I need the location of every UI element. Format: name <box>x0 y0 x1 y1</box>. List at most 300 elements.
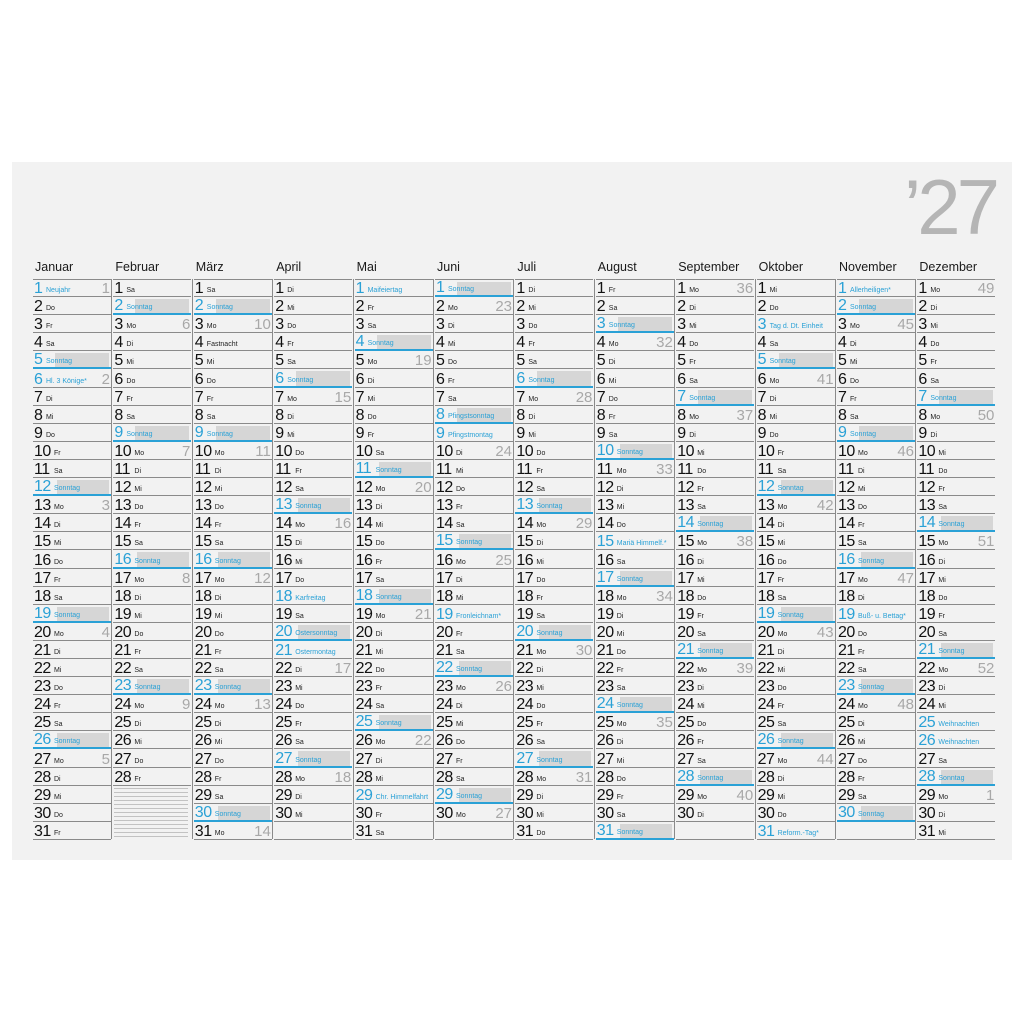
day-row <box>596 623 674 641</box>
day-number: 9 <box>355 424 364 442</box>
holiday-label: Sonntag <box>126 430 153 438</box>
day-row <box>33 659 111 677</box>
day-row <box>355 388 433 406</box>
day-row <box>274 460 352 478</box>
day-row <box>355 279 433 297</box>
day-row <box>515 369 593 387</box>
day-row <box>194 442 272 460</box>
holiday-label: Reform.-Tag* <box>777 829 819 837</box>
day-number: 12 <box>677 479 694 497</box>
day-row <box>113 550 191 568</box>
week-number: 49 <box>977 280 995 298</box>
day-number: 24 <box>34 696 51 714</box>
day-number: 5 <box>436 352 445 370</box>
day-number: 23 <box>757 678 775 696</box>
holiday-label: Sonntag <box>456 792 483 800</box>
day-number: 11 <box>34 461 50 479</box>
weekday-label: Sa <box>375 449 385 457</box>
day-row <box>355 786 433 804</box>
weekday-label: Mi <box>54 667 62 675</box>
weekday-label: Di <box>295 667 302 675</box>
weekday-label: Mo <box>295 522 305 530</box>
day-row <box>676 641 754 659</box>
weekday-label: Sa <box>214 540 224 548</box>
day-number: 8 <box>918 406 927 424</box>
day-row <box>113 369 191 387</box>
day-number: 23 <box>34 678 51 696</box>
weekday-label: Di <box>938 685 946 693</box>
day-number: 9 <box>34 424 43 442</box>
day-number: 30 <box>918 804 936 822</box>
day-number: 22 <box>436 659 453 677</box>
day-row <box>837 406 915 424</box>
holiday-label: Sonntag <box>214 684 241 692</box>
day-row <box>113 569 191 587</box>
day-row <box>676 460 754 478</box>
day-row <box>596 749 674 767</box>
weekday-label: Di <box>697 685 704 693</box>
day-row <box>274 605 352 623</box>
month-name: September <box>678 260 740 274</box>
day-number: 19 <box>596 605 614 623</box>
weekday-label: Mo <box>769 377 780 385</box>
day-number: 5 <box>677 352 686 370</box>
week-number: 17 <box>334 660 352 678</box>
day-number: 23 <box>114 677 132 695</box>
day-row <box>837 731 915 749</box>
month-column <box>917 260 995 848</box>
day-row <box>757 496 835 514</box>
day-row <box>757 641 835 659</box>
holiday-label: Neujahr <box>46 287 71 295</box>
day-number: 21 <box>757 641 775 659</box>
day-row <box>33 315 111 333</box>
weekday-label: Sa <box>689 377 698 385</box>
day-number: 27 <box>516 749 534 767</box>
weekday-label: Fr <box>214 522 222 530</box>
weekday-label: Do <box>858 630 867 638</box>
day-number: 3 <box>757 316 766 334</box>
month-name: August <box>597 260 637 274</box>
weekday-label: Mo <box>608 341 619 349</box>
day-number: 9 <box>114 423 123 441</box>
day-number: 23 <box>194 677 212 695</box>
weekday-label: Fr <box>608 413 616 421</box>
day-row <box>33 333 111 351</box>
day-number: 5 <box>194 352 204 370</box>
day-number: 12 <box>114 479 132 497</box>
weekday-label: Di <box>777 522 785 530</box>
weekday-label: Sa <box>536 739 545 747</box>
day-number: 25 <box>677 714 694 732</box>
day-row <box>194 641 272 659</box>
month-name: Mai <box>356 260 377 274</box>
weekday-label: Mi <box>456 594 464 602</box>
day-row <box>757 388 835 406</box>
holiday-label: Sonntag <box>375 720 402 728</box>
weekday-label: Mo <box>206 323 217 331</box>
holiday-label: Sonntag <box>608 322 635 330</box>
weekday-label: Fr <box>375 685 383 693</box>
day-number: 20 <box>275 622 292 640</box>
day-number: 5 <box>114 352 123 370</box>
day-number: 6 <box>757 370 766 388</box>
month-name: Januar <box>35 260 74 274</box>
day-row <box>837 333 915 351</box>
day-number: 11 <box>596 461 613 479</box>
day-row <box>515 623 593 641</box>
day-row <box>515 279 593 297</box>
day-list <box>194 279 272 840</box>
day-number: 22 <box>275 660 292 678</box>
day-number: 21 <box>677 640 694 658</box>
week-number: 4 <box>101 623 110 641</box>
day-row <box>33 605 111 623</box>
weekday-label: Do <box>616 522 626 530</box>
day-row <box>435 623 513 641</box>
day-number: 28 <box>757 768 775 786</box>
day-row <box>194 623 272 641</box>
day-row <box>676 406 754 424</box>
day-number: 25 <box>436 714 453 732</box>
day-number: 17 <box>275 569 292 587</box>
day-row <box>596 496 674 514</box>
day-row <box>676 442 754 460</box>
day-number: 12 <box>355 479 373 497</box>
day-number: 18 <box>838 587 855 605</box>
day-row <box>757 442 835 460</box>
day-row <box>515 749 593 767</box>
day-number: 25 <box>516 714 534 732</box>
day-row <box>274 406 352 424</box>
day-row <box>676 388 754 406</box>
day-number: 24 <box>114 696 132 714</box>
day-row <box>917 641 995 659</box>
day-row <box>274 297 352 315</box>
weekday-label: Mo <box>938 793 949 801</box>
weekday-label: Di <box>777 775 785 783</box>
day-row <box>355 478 433 496</box>
day-number: 23 <box>436 678 453 696</box>
holiday-label: Sonntag <box>536 503 563 511</box>
day-number: 27 <box>114 750 132 768</box>
column-divider <box>433 279 434 839</box>
day-number: 11 <box>677 461 693 479</box>
day-row <box>194 677 272 695</box>
day-number: 5 <box>275 352 284 370</box>
weekday-label: Do <box>777 558 787 566</box>
day-number: 29 <box>677 786 694 804</box>
weekday-label: Mo <box>697 793 707 801</box>
day-number: 7 <box>918 387 927 405</box>
day-number: 30 <box>596 804 614 822</box>
weekday-label: Mo <box>134 703 145 711</box>
weekday-label: Mi <box>616 630 625 638</box>
day-number: 1 <box>194 280 204 298</box>
day-number: 30 <box>34 804 51 822</box>
week-number: 33 <box>656 461 673 479</box>
weekday-label: Mo <box>134 449 145 457</box>
holiday-label: Sonntag <box>295 756 322 764</box>
day-row <box>757 460 835 478</box>
weekday-label: Di <box>616 612 624 620</box>
day-row <box>113 532 191 550</box>
day-number: 2 <box>275 298 284 316</box>
day-number: 1 <box>838 280 847 298</box>
day-row <box>837 695 915 713</box>
weekday-label: Mi <box>938 703 946 711</box>
holiday-label: Sonntag <box>54 611 81 619</box>
day-row <box>757 804 835 822</box>
day-row <box>596 804 674 822</box>
holiday-label: Ostersonntag <box>295 629 338 637</box>
weekday-label: Di <box>769 395 777 403</box>
day-number: 10 <box>355 442 373 460</box>
weekday-label: Sa <box>456 648 465 656</box>
day-row <box>837 768 915 786</box>
day-number: 3 <box>596 315 606 333</box>
weekday-label: Mo <box>287 395 297 403</box>
day-number: 4 <box>516 334 525 352</box>
weekday-label: Di <box>938 558 946 566</box>
weekday-label: Di <box>54 522 61 530</box>
weekday-label: Do <box>214 630 224 638</box>
day-row <box>676 514 754 532</box>
day-number: 12 <box>34 478 51 496</box>
day-number: 10 <box>436 442 453 460</box>
weekday-label: Mi <box>930 323 938 331</box>
weekday-label: Di <box>930 431 938 439</box>
day-number: 8 <box>114 406 123 424</box>
day-number: 26 <box>757 731 775 749</box>
month-column <box>676 260 754 848</box>
day-row <box>435 496 513 514</box>
column-divider <box>674 279 675 839</box>
weekday-label: Mo <box>448 305 458 313</box>
weekday-label: Di <box>54 648 61 656</box>
weekday-label: Di <box>126 341 134 349</box>
day-row <box>917 297 995 315</box>
year-label: ’27 <box>903 163 996 251</box>
weekday-label: Mo <box>850 323 860 331</box>
day-number: 6 <box>114 370 123 388</box>
day-row <box>917 496 995 514</box>
weekday-label: Do <box>54 558 63 566</box>
day-row <box>917 478 995 496</box>
day-row <box>33 768 111 786</box>
day-number: 21 <box>596 641 614 659</box>
weekday-label: Mo <box>54 757 64 765</box>
weekday-label: Fr <box>697 612 704 620</box>
day-row <box>917 460 995 478</box>
weekday-label: Do <box>536 829 546 837</box>
week-number: 29 <box>575 515 593 533</box>
weekday-label: Do <box>54 685 63 693</box>
weekday-label: Di <box>367 377 375 385</box>
weekday-label: Mo <box>616 594 627 602</box>
week-number: 40 <box>736 786 754 804</box>
holiday-label: Sonntag <box>769 358 796 366</box>
day-number: 30 <box>677 804 694 822</box>
weekday-label: Mi <box>777 793 785 801</box>
weekday-label: Do <box>938 468 948 476</box>
day-number: 17 <box>677 569 694 587</box>
day-row <box>837 460 915 478</box>
day-number: 9 <box>194 423 204 441</box>
weekday-label: Mi <box>777 540 785 548</box>
day-number: 31 <box>355 822 373 840</box>
weekday-label: Sa <box>134 667 143 675</box>
weekday-label: Sa <box>206 287 216 295</box>
holiday-label: Sonntag <box>54 738 81 746</box>
week-number: 8 <box>182 569 191 587</box>
day-row <box>33 623 111 641</box>
day-number: 10 <box>194 442 212 460</box>
day-row <box>676 369 754 387</box>
day-row <box>355 605 433 623</box>
weekday-label: Mo <box>536 648 547 656</box>
day-number: 30 <box>275 804 292 822</box>
day-row <box>837 279 915 297</box>
day-row <box>515 587 593 605</box>
month-column <box>757 260 835 848</box>
week-number: 51 <box>977 533 995 551</box>
day-number: 8 <box>677 406 686 424</box>
day-row <box>837 388 915 406</box>
day-row <box>837 786 915 804</box>
holiday-label: Sonntag <box>938 774 965 782</box>
day-row <box>33 496 111 514</box>
week-number: 45 <box>897 316 914 334</box>
holiday-label: Allerheiligen* <box>850 287 891 295</box>
holiday-label: Sonntag <box>206 304 233 312</box>
day-number: 16 <box>355 551 373 569</box>
day-row <box>917 333 995 351</box>
day-number: 11 <box>194 461 211 479</box>
weekday-label: Mo <box>858 449 868 457</box>
day-number: 29 <box>838 786 855 804</box>
weekday-label: Sa <box>777 468 787 476</box>
weekday-label: Sa <box>134 540 143 548</box>
weekday-label: Mi <box>608 377 617 385</box>
day-number: 19 <box>194 605 212 623</box>
day-number: 22 <box>838 660 855 678</box>
day-number: 4 <box>114 334 123 352</box>
weekday-label: Do <box>134 630 144 638</box>
day-row <box>274 333 352 351</box>
day-number: 17 <box>34 569 51 587</box>
holiday-label: Sonntag <box>616 448 643 456</box>
month-column <box>837 260 915 848</box>
day-row <box>515 532 593 550</box>
day-row <box>33 388 111 406</box>
day-row <box>676 659 754 677</box>
day-number: 13 <box>757 497 775 515</box>
day-row <box>355 315 433 333</box>
day-row <box>757 315 835 333</box>
day-row <box>435 713 513 731</box>
day-row <box>274 731 352 749</box>
weekday-label: Mo <box>689 413 699 421</box>
day-number: 18 <box>596 587 614 605</box>
day-row <box>33 297 111 315</box>
day-number: 12 <box>516 479 534 497</box>
day-number: 22 <box>918 660 936 678</box>
week-number: 47 <box>897 569 914 587</box>
day-number: 31 <box>194 822 212 840</box>
week-number: 24 <box>495 442 512 460</box>
weekday-label: Fr <box>850 395 857 403</box>
weekday-label: Do <box>456 739 465 747</box>
day-row <box>194 804 272 822</box>
day-number: 27 <box>275 749 292 767</box>
day-number: 7 <box>677 387 686 405</box>
day-number: 14 <box>757 515 775 533</box>
day-row <box>596 514 674 532</box>
day-number: 15 <box>918 533 936 551</box>
weekday-label: Do <box>448 359 457 367</box>
day-row <box>355 677 433 695</box>
day-number: 5 <box>757 351 766 369</box>
day-row <box>515 677 593 695</box>
weekday-label: Mi <box>697 449 705 457</box>
weekday-label: Mi <box>214 486 223 494</box>
day-number: 5 <box>355 352 364 370</box>
weekday-label: Mi <box>697 703 705 711</box>
weekday-label: Mo <box>456 558 466 566</box>
day-row <box>515 731 593 749</box>
day-number: 8 <box>757 406 766 424</box>
holiday-label: Sonntag <box>375 593 402 601</box>
weekday-label: Mo <box>456 811 466 819</box>
day-number: 18 <box>34 587 51 605</box>
weekday-label: Sa <box>697 757 706 765</box>
day-row <box>757 351 835 369</box>
day-row <box>194 514 272 532</box>
day-row <box>837 369 915 387</box>
day-number: 4 <box>918 334 927 352</box>
week-number: 41 <box>816 370 834 388</box>
weekday-label: Mo <box>528 395 539 403</box>
day-row <box>355 351 433 369</box>
weekday-label: Sa <box>448 395 457 403</box>
day-number: 20 <box>918 623 936 641</box>
day-number: 4 <box>677 334 686 352</box>
day-row <box>113 351 191 369</box>
weekday-label: Di <box>858 594 865 602</box>
day-row <box>596 333 674 351</box>
weekday-label: Do <box>134 504 144 512</box>
day-row <box>274 279 352 297</box>
day-row <box>33 713 111 731</box>
weekday-label: Do <box>608 395 618 403</box>
day-number: 21 <box>114 641 132 659</box>
day-number: 28 <box>34 768 51 786</box>
day-row <box>274 587 352 605</box>
day-row <box>435 406 513 424</box>
day-number: 8 <box>436 405 445 423</box>
day-number: 24 <box>838 696 855 714</box>
day-number: 31 <box>596 821 614 839</box>
day-row <box>113 315 191 333</box>
week-number: 31 <box>575 768 593 786</box>
day-row <box>676 279 754 297</box>
holiday-label: Sonntag <box>938 647 965 655</box>
day-number: 1 <box>355 280 364 298</box>
day-number: 19 <box>114 605 132 623</box>
weekday-label: Do <box>206 377 216 385</box>
day-row <box>757 677 835 695</box>
